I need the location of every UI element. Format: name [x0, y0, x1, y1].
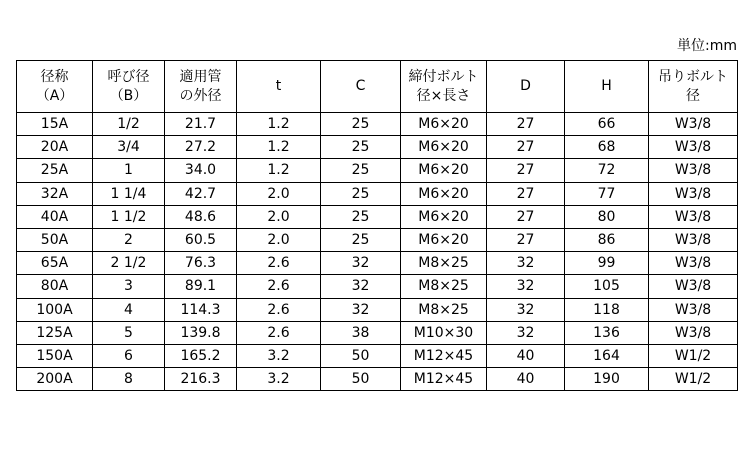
table-cell: 38 [321, 321, 401, 344]
table-body [17, 113, 738, 391]
table-cell: 89.1 [165, 275, 237, 298]
table-row [17, 368, 738, 391]
table-row [17, 252, 738, 275]
header-cell-d [487, 61, 565, 113]
table-cell: 8 [93, 368, 165, 391]
table-cell: 32 [487, 321, 565, 344]
table-cell: 25 [321, 182, 401, 205]
table-cell: 65A [17, 252, 93, 275]
header-line: 締付ボルト [408, 68, 479, 85]
header-line: （A） [35, 87, 74, 104]
table-cell: M8×25 [401, 275, 487, 298]
table-cell: 1/2 [93, 113, 165, 136]
table-cell: 139.8 [165, 321, 237, 344]
header-line: 呼び径 [107, 68, 150, 85]
table-cell: W3/8 [649, 205, 738, 228]
table-cell: 32A [17, 182, 93, 205]
table-cell: 2.0 [237, 182, 321, 205]
header-line: 径 [686, 87, 700, 104]
table-cell: 2.6 [237, 275, 321, 298]
table-cell: 4 [93, 298, 165, 321]
table-cell: 27 [487, 182, 565, 205]
header-cell-bolt-size [401, 61, 487, 113]
table-cell: 32 [487, 252, 565, 275]
table-cell: 27 [487, 205, 565, 228]
header-line: の外径 [179, 87, 222, 104]
table-row [17, 275, 738, 298]
table-row [17, 228, 738, 251]
table-cell: M10×30 [401, 321, 487, 344]
table-cell: 5 [93, 321, 165, 344]
table-cell: 1.2 [237, 113, 321, 136]
table-cell: 60.5 [165, 228, 237, 251]
table-cell: 50 [321, 368, 401, 391]
table-cell: 2.6 [237, 321, 321, 344]
table-cell: 2.6 [237, 252, 321, 275]
table-cell: 3/4 [93, 136, 165, 159]
table-cell: 1.2 [237, 159, 321, 182]
header-cell-nominal-b [93, 61, 165, 113]
table-cell: 25 [321, 228, 401, 251]
table-cell: 1 1/4 [93, 182, 165, 205]
header-cell-pipe-od [165, 61, 237, 113]
table-cell: 25A [17, 159, 93, 182]
table-cell: 32 [321, 298, 401, 321]
table-cell: M12×45 [401, 368, 487, 391]
table-cell: 34.0 [165, 159, 237, 182]
table-cell: W3/8 [649, 136, 738, 159]
table-cell: 27 [487, 159, 565, 182]
table-cell: M8×25 [401, 298, 487, 321]
table-cell: 15A [17, 113, 93, 136]
table-cell: 25 [321, 205, 401, 228]
table-cell: 3.2 [237, 344, 321, 367]
table-cell: W3/8 [649, 252, 738, 275]
table-cell: 136 [565, 321, 649, 344]
table-row [17, 298, 738, 321]
header-row [17, 61, 738, 113]
table-cell: 76.3 [165, 252, 237, 275]
table-cell: 216.3 [165, 368, 237, 391]
header-line: D [520, 78, 531, 94]
table-row [17, 344, 738, 367]
table-cell: 1 [93, 159, 165, 182]
table-cell: 50 [321, 344, 401, 367]
table-row [17, 159, 738, 182]
table-row [17, 321, 738, 344]
table-cell: 27 [487, 113, 565, 136]
table-cell: 1.2 [237, 136, 321, 159]
table-cell: W3/8 [649, 275, 738, 298]
header-line: C [355, 78, 366, 94]
table-cell: 68 [565, 136, 649, 159]
table-cell: 27 [487, 228, 565, 251]
header-line: （B） [109, 87, 148, 104]
table-cell: W3/8 [649, 113, 738, 136]
table-cell: 99 [565, 252, 649, 275]
table-cell: 2 1/2 [93, 252, 165, 275]
table-header [17, 61, 738, 113]
header-cell-hanger-bolt [649, 61, 738, 113]
header-cell-t [237, 61, 321, 113]
header-line: 適用管 [179, 68, 222, 85]
table-cell: 1 1/2 [93, 205, 165, 228]
table-cell: 2 [93, 228, 165, 251]
table-cell: 86 [565, 228, 649, 251]
table-cell: W3/8 [649, 298, 738, 321]
header-cell-h [565, 61, 649, 113]
table-cell: 114.3 [165, 298, 237, 321]
table-cell: 40 [487, 344, 565, 367]
table-cell: 77 [565, 182, 649, 205]
table-cell: 118 [565, 298, 649, 321]
table-cell: M6×20 [401, 113, 487, 136]
table-cell: W1/2 [649, 368, 738, 391]
table-cell: 25 [321, 159, 401, 182]
table-cell: M8×25 [401, 252, 487, 275]
header-line: H [601, 78, 612, 94]
table-cell: W3/8 [649, 159, 738, 182]
table-cell: 164 [565, 344, 649, 367]
table-cell: 105 [565, 275, 649, 298]
table-row [17, 182, 738, 205]
table-row [17, 113, 738, 136]
table-cell: 21.7 [165, 113, 237, 136]
unit-label: 単位:mm [677, 38, 737, 54]
table-cell: 150A [17, 344, 93, 367]
header-cell-nominal-a [17, 61, 93, 113]
table-cell: 48.6 [165, 205, 237, 228]
table-cell: 27.2 [165, 136, 237, 159]
header-line: t [275, 78, 282, 94]
table-cell: 190 [565, 368, 649, 391]
table-cell: M6×20 [401, 159, 487, 182]
table-cell: 25 [321, 113, 401, 136]
table-cell: 66 [565, 113, 649, 136]
table-cell: 100A [17, 298, 93, 321]
table-cell: 200A [17, 368, 93, 391]
table-cell: 40 [487, 368, 565, 391]
table-cell: 125A [17, 321, 93, 344]
table-cell: 32 [487, 275, 565, 298]
table-cell: 32 [321, 252, 401, 275]
table-cell: 80A [17, 275, 93, 298]
table-cell: 27 [487, 136, 565, 159]
table-cell: 3.2 [237, 368, 321, 391]
table-row [17, 136, 738, 159]
table-cell: M6×20 [401, 205, 487, 228]
table-cell: 3 [93, 275, 165, 298]
table-cell: W3/8 [649, 228, 738, 251]
table-cell: 50A [17, 228, 93, 251]
table-cell: 2.0 [237, 228, 321, 251]
table-cell: W1/2 [649, 344, 738, 367]
table-cell: 80 [565, 205, 649, 228]
table-cell: 20A [17, 136, 93, 159]
table-cell: M6×20 [401, 182, 487, 205]
table-cell: 32 [321, 275, 401, 298]
table-cell: 72 [565, 159, 649, 182]
table-cell: 165.2 [165, 344, 237, 367]
table-cell: M12×45 [401, 344, 487, 367]
table-cell: 6 [93, 344, 165, 367]
table-cell: W3/8 [649, 321, 738, 344]
table-cell: 40A [17, 205, 93, 228]
table-row [17, 205, 738, 228]
table-cell: 32 [487, 298, 565, 321]
table-cell: 2.0 [237, 205, 321, 228]
table-cell: M6×20 [401, 136, 487, 159]
table-cell: M6×20 [401, 228, 487, 251]
header-line: 径×長さ [416, 87, 471, 104]
table-cell: 25 [321, 136, 401, 159]
table-cell: 2.6 [237, 298, 321, 321]
table-cell: 42.7 [165, 182, 237, 205]
header-cell-c [321, 61, 401, 113]
spec-table [16, 60, 738, 391]
table-cell: W3/8 [649, 182, 738, 205]
header-line: 径称 [40, 68, 69, 85]
header-line: 吊りボルト [658, 68, 728, 85]
